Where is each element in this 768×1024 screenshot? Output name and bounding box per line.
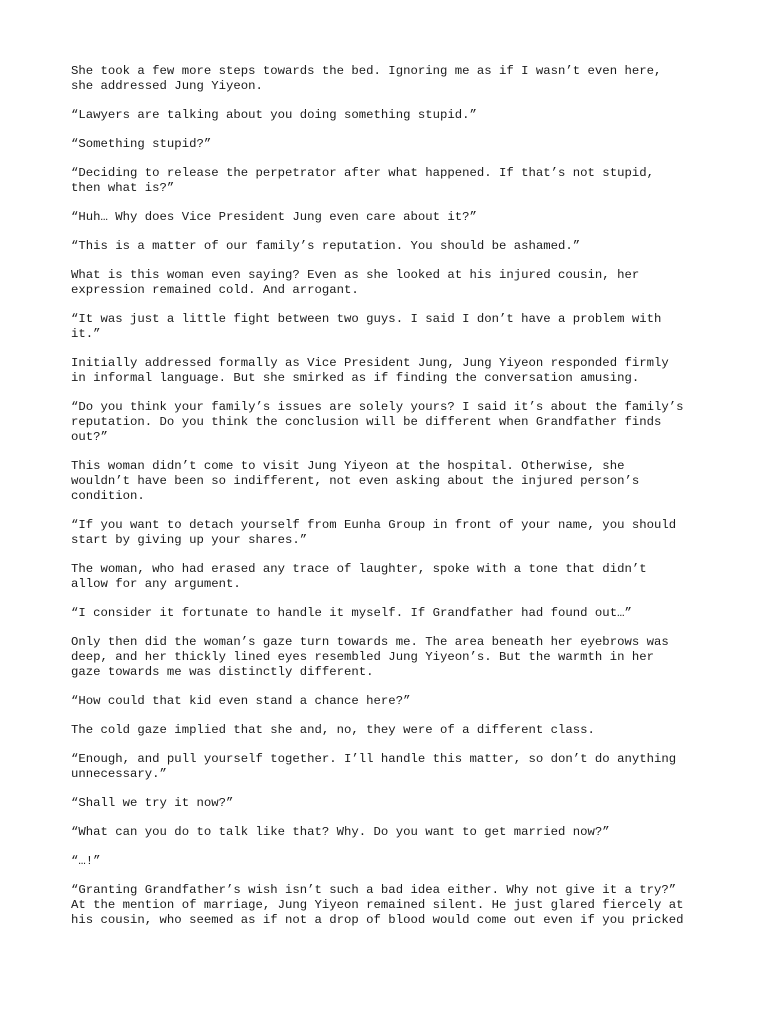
paragraph: “Do you think your family’s issues are solely yours? I said it’s about the family’s reputation. Do you think the conclusion will be different when Grandfather finds out?” <box>71 400 684 444</box>
paragraph: “Granting Grandfather’s wish isn’t such a bad idea either. Why not give it a try?” At the mention of marriage, Jung Yiyeon remained silent. He just glared fiercely at his cousin, who seemed as if not a drop of blood would come out even if you pricked <box>71 883 684 927</box>
paragraph: What is this woman even saying? Even as she looked at his injured cousin, her expression remained cold. And arrogant. <box>71 268 640 297</box>
paragraph: “Something stupid?” <box>71 137 212 151</box>
paragraph: The cold gaze implied that she and, no, they were of a different class. <box>71 723 595 737</box>
paragraph: “If you want to detach yourself from Eunha Group in front of your name, you should start by giving up your shares.” <box>71 518 677 547</box>
paragraph: The woman, who had erased any trace of laughter, spoke with a tone that didn’t allow for any argument. <box>71 562 647 591</box>
paragraph: Initially addressed formally as Vice President Jung, Jung Yiyeon responded firmly in informal language. But she smirked as if finding the conversation amusing. <box>71 356 669 385</box>
paragraph: “Huh… Why does Vice President Jung even care about it?” <box>71 210 477 224</box>
paragraph: “I consider it fortunate to handle it myself. If Grandfather had found out…” <box>71 606 632 620</box>
paragraph: “This is a matter of our family’s reputation. You should be ashamed.” <box>71 239 581 253</box>
paragraph: “What can you do to talk like that? Why. Do you want to get married now?” <box>71 825 610 839</box>
paragraph: “It was just a little fight between two guys. I said I don’t have a problem with it.” <box>71 312 662 341</box>
paragraph: “How could that kid even stand a chance here?” <box>71 694 411 708</box>
paragraph: “Shall we try it now?” <box>71 796 234 810</box>
document-body <box>71 64 711 942</box>
paragraph: “Enough, and pull yourself together. I’ll handle this matter, so don’t do anything unnecessary.” <box>71 752 677 781</box>
paragraph: Only then did the woman’s gaze turn towards me. The area beneath her eyebrows was deep, and her thickly lined eyes resembled Jung Yiyeon’s. But the warmth in her gaze towards me was distinctly different. <box>71 635 669 679</box>
paragraph: “Lawyers are talking about you doing something stupid.” <box>71 108 477 122</box>
paragraph: “…!” <box>71 854 101 868</box>
paragraph: This woman didn’t come to visit Jung Yiyeon at the hospital. Otherwise, she wouldn’t have been so indifferent, not even asking about the injured person’s condition. <box>71 459 640 503</box>
paragraph: “Deciding to release the perpetrator after what happened. If that’s not stupid, then what is?” <box>71 166 654 195</box>
paragraph: She took a few more steps towards the bed. Ignoring me as if I wasn’t even here, she addressed Jung Yiyeon. <box>71 64 662 93</box>
